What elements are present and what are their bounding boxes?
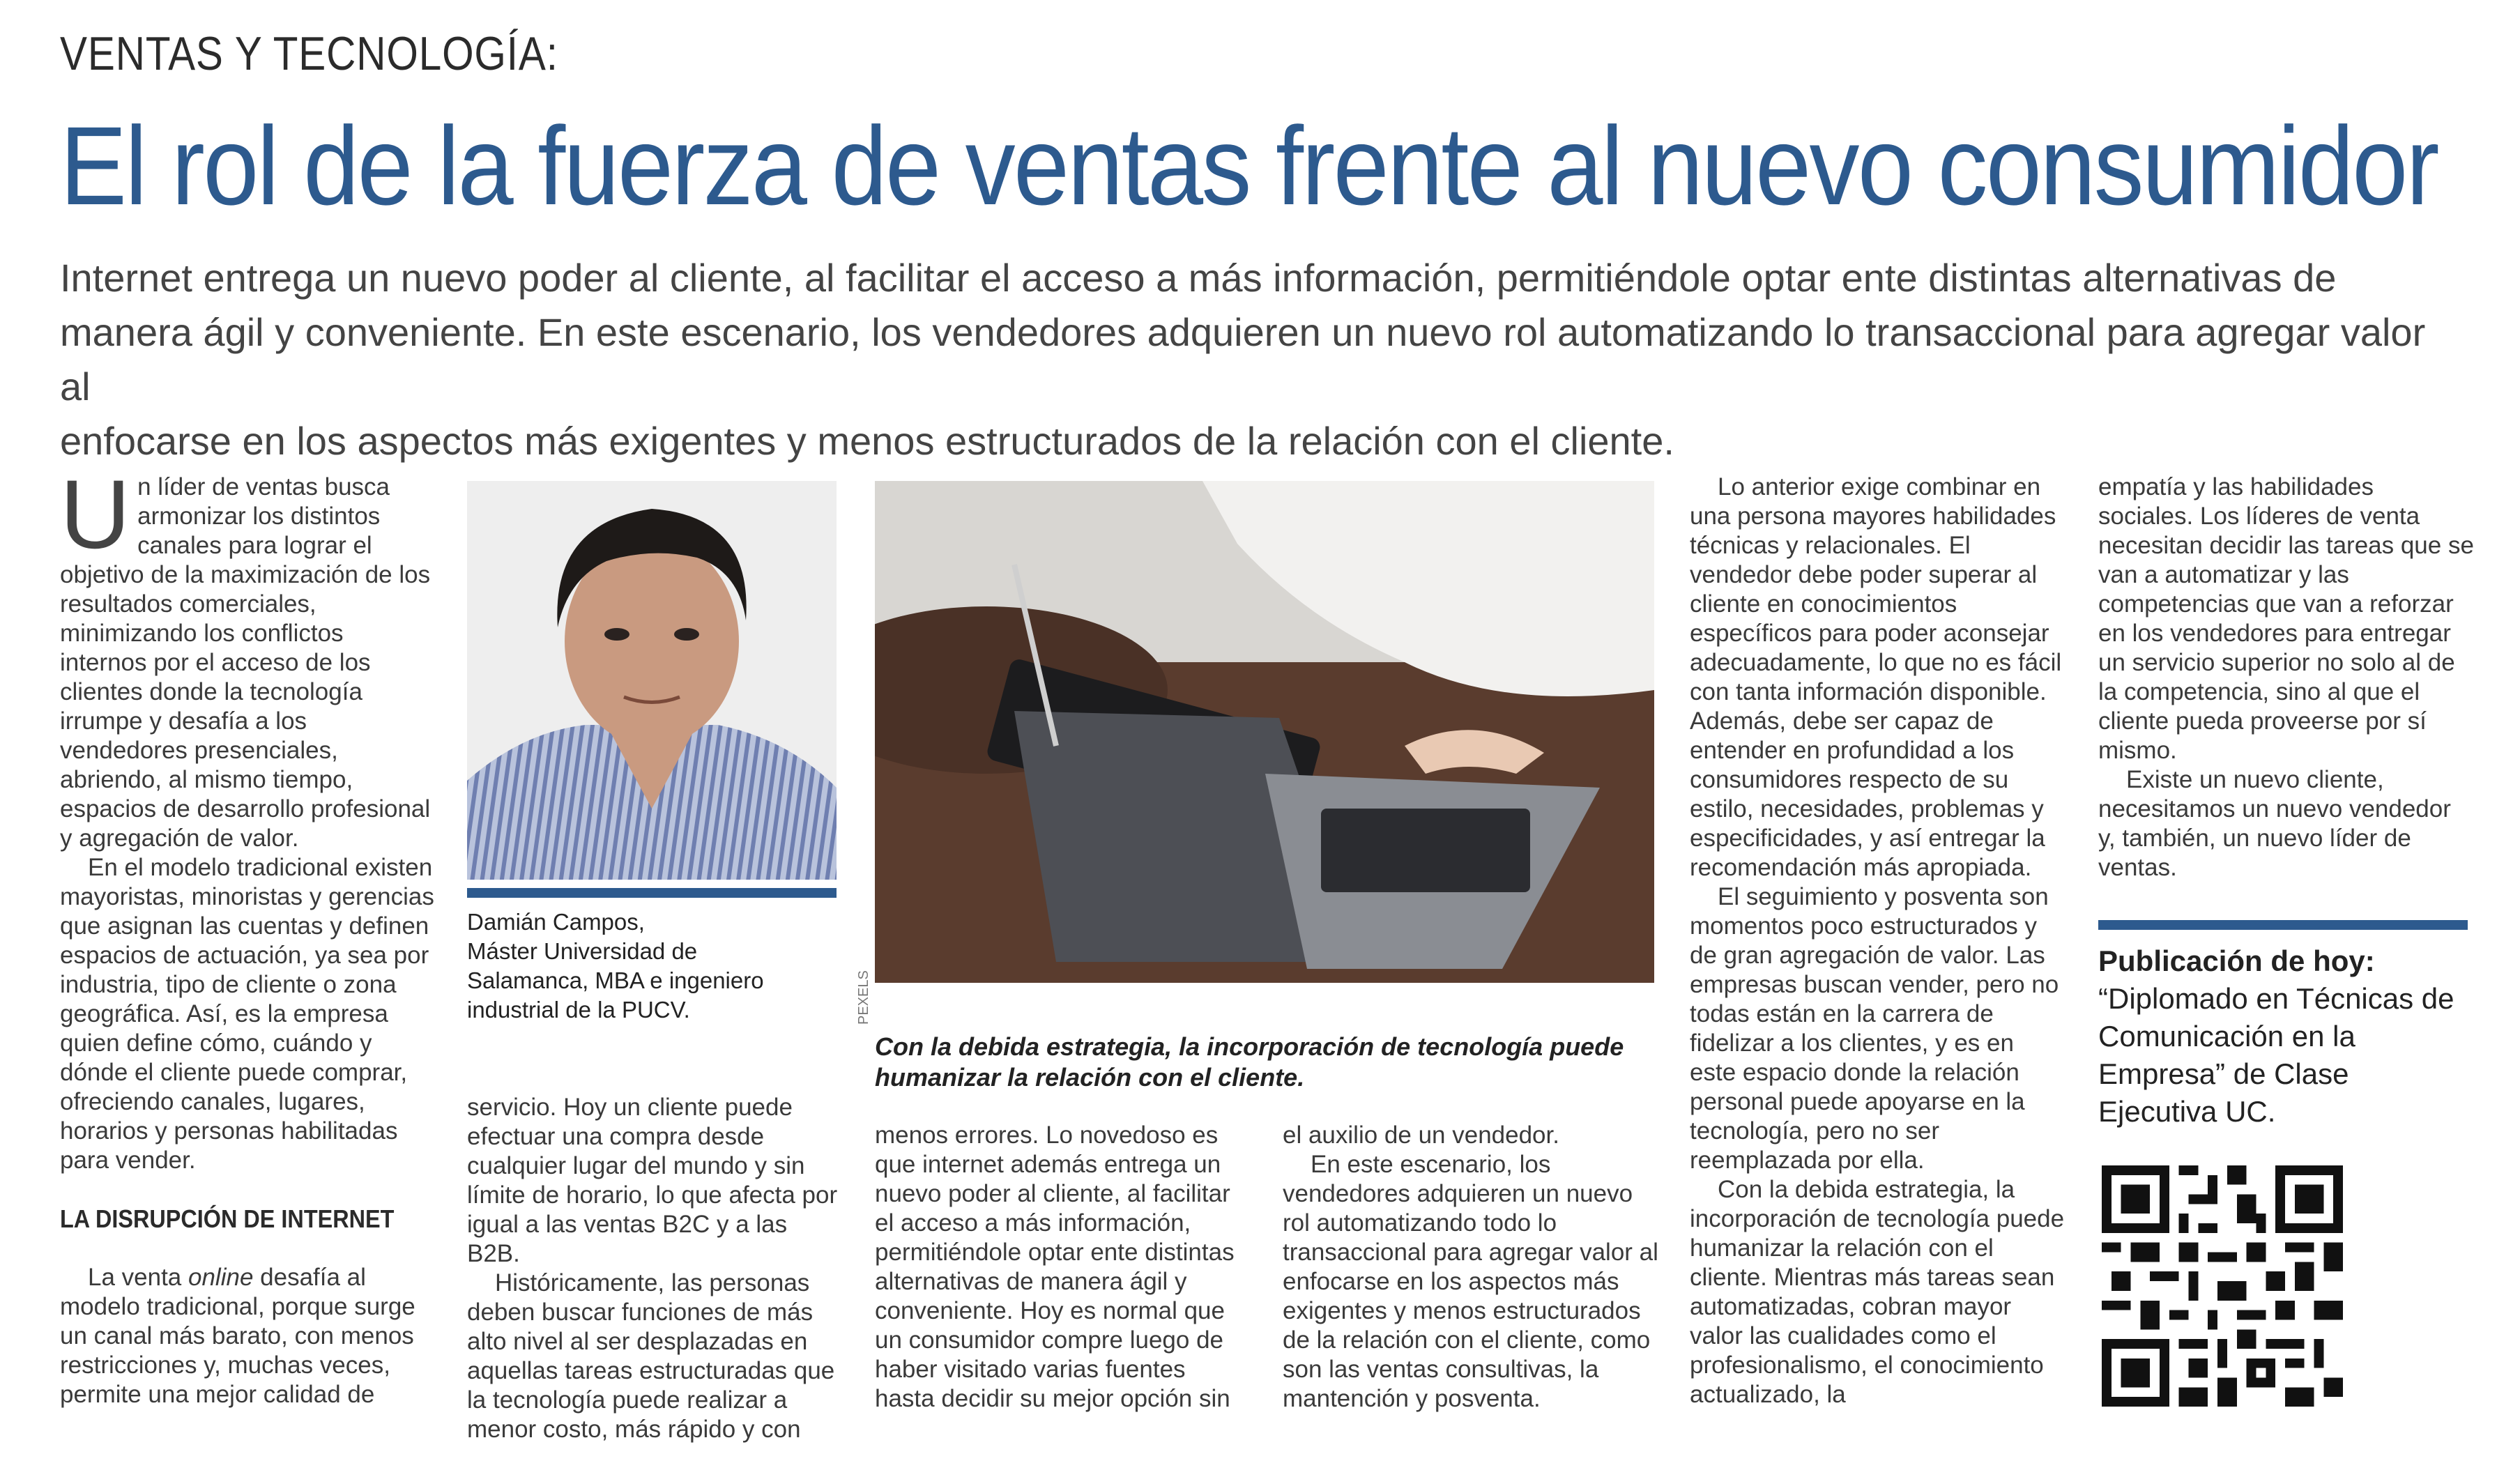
article-column-3 — [875, 1121, 1251, 1414]
article-paragraph: el auxilio de un vendedor. — [1283, 1122, 1559, 1149]
article-paragraph: Lo anterior exige combinar en una persona mayores habilidades técnicas y relacionales. El vendedor debe poder superar al cliente en conocimientos específicos para poder aconsejar adecuadamente, lo que no es fácil con tanta información disponible. Además, debe ser capaz de entender en profundidad a los consumidores respecto de su estilo, necesidades, problemas y especificidades, y así entregar la recomendación más apropiada. — [1690, 473, 2062, 881]
article-column-2 — [467, 1093, 843, 1444]
laptop-photo — [875, 481, 1654, 983]
caption-line: Máster Universidad de — [467, 938, 698, 964]
headline: El rol de la fuerza de ventas frente al nuevo consumidor — [60, 103, 2438, 228]
caption-line: Damián Campos, — [467, 909, 645, 935]
portrait-caption — [467, 908, 830, 1025]
article-paragraph: menos errores. Lo novedoso es que internet además entrega un nuevo poder al cliente, al facilitar el acceso a más información, permitiéndole optar ente distintas alternativas de manera ágil y conveniente. Hoy es normal que un consumidor compre luego de haber visitado varias fuentes hasta decidir su mejor opción sin — [875, 1122, 1235, 1412]
article-paragraph: En este escenario, los vendedores adquieren un nuevo rol automatizando todo lo transaccional para agregar valor al enfocarse en los aspectos más exigentes y menos estructurados de la relación con el cliente, como son las ventas consultivas, la mantención y posventa. — [1283, 1151, 1658, 1412]
article-paragraph: En el modelo tradicional existen mayoristas, minoristas y gerencias que asignan las cuentas y definen espacios de actuación, ya sea por industria, tipo de cliente o zona geográfica. Así, es la empresa quien define cómo, cuándo y dónde el cliente puede comprar, ofreciendo canales, lugares, horarios y personas habilitadas para vender. — [60, 854, 434, 1174]
article-column-4 — [1283, 1121, 1659, 1414]
article-column-1 — [60, 459, 436, 1409]
author-portrait — [467, 481, 837, 880]
publication-text: “Diplomado en Técnicas de Comunicación en la Empresa” de Clase Ejecutiva UC. — [2098, 982, 2454, 1128]
article-paragraph: Históricamente, las personas deben buscar funciones de más alto nivel al ser desplazadas en aquellas tareas estructuradas que la tecnología puede realizar a menor costo, más rápido y con — [467, 1269, 835, 1443]
article-paragraph: Con la debida estrategia, la incorporación de tecnología puede humanizar la relación con el cliente. Mientras más tareas sean automatizadas, cobran mayor valor las cualidades como el profesionalismo, el conocimiento actualizado, la — [1690, 1176, 2065, 1408]
article-column-6 — [2098, 473, 2475, 882]
lede-line: manera ágil y conveniente. En este escenario, los vendedores adquieren un nuevo rol automatizando lo transaccional para agregar valor al — [60, 310, 2426, 408]
article-paragraph: servicio. Hoy un cliente puede efectuar una compra desde cualquier lugar del mundo y sin límite de horario, lo que afecta por igual a las ventas B2C y a las B2B. — [467, 1094, 838, 1267]
caption-line: Salamanca, MBA e ingeniero — [467, 967, 764, 993]
qr-code-icon[interactable] — [2102, 1165, 2343, 1407]
photo-caption: Con la debida estrategia, la incorporación de tecnología puede humanizar la relación con el cliente. — [875, 1032, 1624, 1092]
publication-title: Publicación de hoy: — [2098, 944, 2375, 977]
article-paragraph: empatía y las habilidades sociales. Los líderes de venta necesitan decidir las tareas que se van a automatizar y las competencias que van a reforzar en los vendedores para entregar un servicio superior no solo al de la competencia, sino al que el cliente pueda proveerse por sí mismo. — [2098, 473, 2474, 764]
drop-cap: U — [60, 459, 131, 569]
article-paragraph: Existe un nuevo cliente, necesitamos un nuevo vendedor y, también, un nuevo líder de ventas. — [2098, 766, 2451, 881]
caption-rule — [467, 888, 837, 898]
subheading: LA DISRUPCIÓN DE INTERNET — [60, 1204, 395, 1233]
photo-credit: PEXELS — [856, 970, 871, 1025]
article-column-5 — [1690, 473, 2066, 1409]
lede — [60, 251, 2444, 468]
article-paragraph: Un líder de ventas busca armonizar los distintos canales para lograr el objetivo de la maximización de los resultados comerciales, minimizando los conflictos internos por el acceso de los clientes donde la tecnología irrumpe y desafía a los vendedores presenciales, abriendo, al mismo tiempo, espacios de desarrollo profesional y agregación de valor. — [60, 459, 431, 852]
caption-line: industrial de la PUCV. — [467, 997, 690, 1023]
article-paragraph: El seguimiento y posventa son momentos poco estructurados y de gran agregación de valor. Las empresas buscan vender, pero no todas están en la carrera de fidelizar a los clientes, y es en este espacio donde la relación personal puede apoyarse en la tecnología, pero no ser reemplazada por ella. — [1690, 883, 2059, 1174]
section-kicker: VENTAS Y TECNOLOGÍA: — [60, 27, 558, 80]
publication-box — [2098, 942, 2468, 1131]
lede-line: enfocarse en los aspectos más exigentes y menos estructurados de la relación con el cliente. — [60, 419, 1674, 463]
publication-rule — [2098, 920, 2468, 930]
article-paragraph: La venta online desafía al modelo tradicional, porque surge un canal más barato, con menos restricciones y, muchas veces, permite una mejor calidad de — [60, 1264, 415, 1408]
lede-line: Internet entrega un nuevo poder al cliente, al facilitar el acceso a más información, permitiéndole optar ente distintas alternativas de — [60, 256, 2337, 300]
